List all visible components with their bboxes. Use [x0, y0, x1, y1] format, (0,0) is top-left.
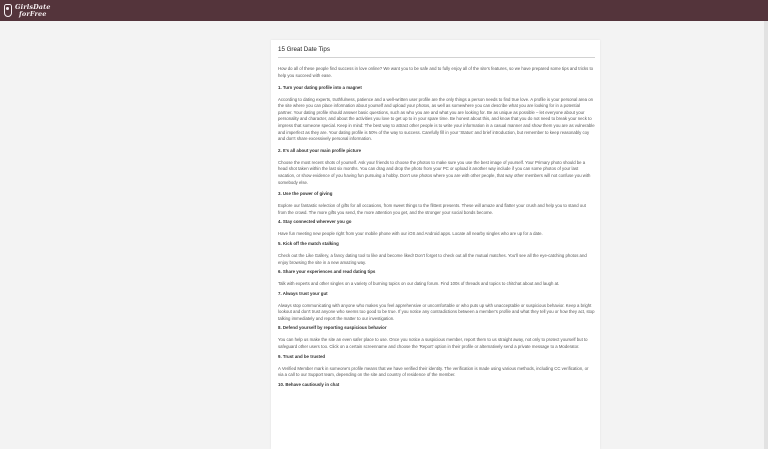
tip-title-4: 4. Stay connected wherever you go: [278, 219, 352, 225]
tip-title-1: 1. Turn your dating profile into a magnet: [278, 84, 362, 90]
logo-line-2: forFree: [19, 9, 47, 18]
page-title: 15 Great Date Tips: [278, 46, 330, 53]
tip-title-6: 6. Share your experiences and read dating tips: [278, 269, 376, 275]
logo-wordmark: [15, 4, 50, 17]
tip-body-1: According to dating experts, truthfulness, patience and a well-written user profile are the only things a person needs to find true love. A profile is your personal area on the site where you can place information about yourself and upload your photos, as well as somewhere you can describe what you are looking for in a potential partner. Your dating profile should answer basic questions, such as who you are and what you are looking for. Be as unique as possible – let everyone about your personality and character, and about the activities you love to get up to in your spare time. Be honest about this, and know that you do not need to break your neck to impress that someone special. Keep in mind: The best way to attract other people is to write your information in a casual manner and show them you are as vulnerable and imperfect as they are. Your dating profile is 50% of the way to success. Carefully fill in your 'Status' and brief introduction, but remember to keep reasonably coy and don't share excessively personal information.: [278, 96, 595, 142]
tip-body-8: You can help us make the site an even safer place to use. Once you notice a suspicious member, report them to us straight away, not only to protect yourself but to safeguard other users too. Click on a certain screenname and choose the 'Report' option in their profile or alternatively send a private message to a Moderator.: [278, 337, 588, 350]
logo-icon: [4, 4, 12, 17]
tip-title-8: 8. Defend yourself by reporting suspicious behavior: [278, 325, 387, 331]
tip-title-2: 2. It's all about your main profile picture: [278, 147, 362, 153]
tip-title-7: 7. Always trust your gut: [278, 290, 328, 296]
tip-body-7: Always stop communicating with anyone who makes you feel apprehensive or uncomfortable or who puts up with unacceptable or suspicious behavior. Keep a bright lookout and don't trust anyone who seems too good to be true. If you notice any contradictions between a member's profile and what they tell you or how they act, stop talking immediately and report the matter to our investigation.: [278, 302, 595, 321]
top-navigation-bar: [0, 0, 768, 21]
tip-title-5: 5. Kick off the match stalking: [278, 240, 339, 246]
title-divider: [278, 57, 595, 58]
article-card: [271, 40, 600, 449]
scrollbar-thumb[interactable]: [764, 21, 768, 449]
tip-title-3: 3. Use the power of giving: [278, 191, 333, 197]
logo-line-1: GirlsDate: [15, 3, 51, 11]
intro-paragraph: How do all of these people find success in love online? We want you to be safe and to fully enjoy all of the site's features, so we have prepared some tips and tricks to help you succeed with ease.: [278, 66, 594, 78]
tip-body-2: Choose the most recent shots of yourself. Ask your friends to choose the photos to make sure you use the best image of yourself. Your Primary photo should be a head shot taken within the last six months. You can drag and drop the photo from your PC or upload it another way include if you can some photos of your last vacation, or show evidence of you having fun pursuing a hobby. Don't use photos where you are with other people, that way other members will not confuse you with somebody else.: [278, 159, 591, 185]
site-logo[interactable]: [4, 2, 50, 19]
tip-body-3: Explore our fantastic selection of gifts for all occasions, from sweet things to the flittest presents. These will amaze and flatter your crush and help you to stand out from the crowd. The more gifts you send, the more attention you get, and the stronger your social bonds become.: [278, 203, 586, 215]
tip-body-5: Check out the Like Gallery, a fancy dating tool to like and become liked! Don't forget to check out all the mutual matches. You'll see all the eye-catching photos and enjoy browsing the site in a new amazing way.: [278, 252, 587, 265]
tip-body-6: Talk with experts and other singles on a variety of burning topics on our dating forum. Find 100s of threads and topics to chitchat about and laugh at.: [278, 281, 560, 287]
page-scrollbar[interactable]: [764, 21, 768, 449]
tip-title-10: 10. Behave cautiously in chat: [278, 381, 340, 387]
tip-body-4: Have fun meeting new people right from your mobile phone with our iOS and Android apps. Locate all nearby singles who are up for a date.: [278, 231, 543, 237]
tip-body-9: A Verified Member mark in someone's profile means that we have verified their identity. The verification is made using various methods, including CC verification, or via a call to our Support team, depending on the site and country of residence of the member.: [278, 365, 589, 378]
tip-title-9: 9. Trust and be trusted: [278, 353, 326, 359]
